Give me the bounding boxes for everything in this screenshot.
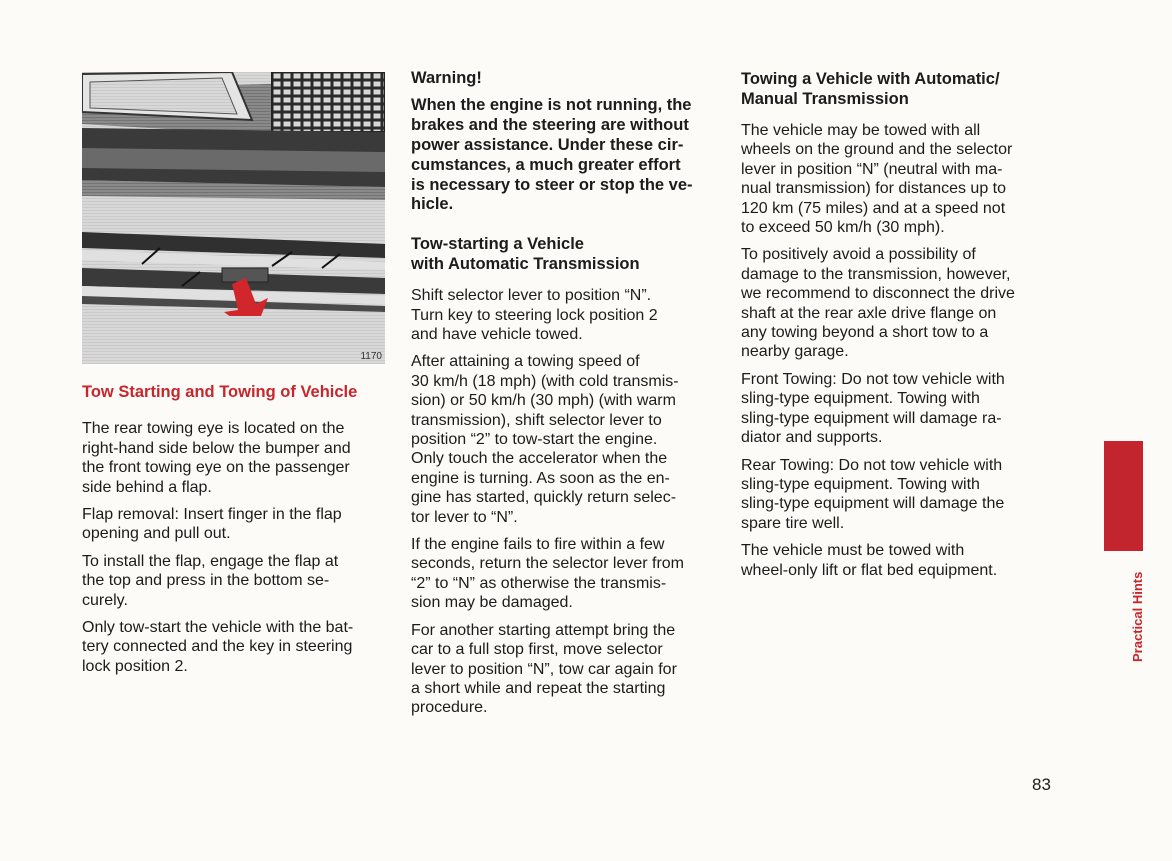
section-heading-towing-vehicle: Towing a Vehicle with Automatic/ Manual Transmission	[741, 70, 1000, 108]
column-middle	[411, 69, 723, 726]
paragraph: If the engine fails to fire within a few seconds, return the selector lever from “2” to “N” as otherwise the transmis- sion may be damaged.	[411, 536, 685, 612]
section-tab-marker	[1104, 441, 1143, 551]
section-tab-label: Practical Hints	[1130, 571, 1145, 662]
column-left	[82, 383, 392, 684]
section-heading-tow-starting: Tow Starting and Towing of Vehicle	[82, 383, 358, 401]
paragraph: Flap removal: Insert finger in the flap opening and pull out.	[82, 506, 342, 543]
page-number: 83	[1032, 775, 1051, 794]
section-heading-tow-starting-automatic: Tow-starting a Vehicle with Automatic Transmission	[411, 235, 640, 274]
paragraph: The rear towing eye is located on the right-hand side below the bumper and the front towing eye on the passenger side behind a flap.	[82, 420, 351, 496]
paragraph: The vehicle must be towed with wheel-only lift or flat bed equipment.	[741, 542, 998, 579]
figure-number: 1170	[360, 351, 382, 362]
paragraph: Rear Towing: Do not tow vehicle with sling-type equipment. Towing with sling-type equipment will damage the spare tire well.	[741, 456, 1005, 532]
warning-title: Warning!	[411, 69, 482, 87]
column-right	[741, 69, 1051, 588]
paragraph: To positively avoid a possibility of damage to the transmission, however, we recommend to disconnect the drive shaft at the rear axle drive flange on any towing beyond a short tow to a nearby garage.	[741, 246, 1015, 361]
warning-text: When the engine is not running, the brakes and the steering are without power assistance. Under these cir- cumstances, a much greater effort is necessary to steer or stop the ve- hicle.	[411, 96, 693, 214]
paragraph: To install the flap, engage the flap at the top and press in the bottom se- curely.	[82, 552, 339, 609]
paragraph: Only tow-start the vehicle with the bat- tery connected and the key in steering lock position 2.	[82, 619, 354, 675]
paragraph: The vehicle may be towed with all wheels on the ground and the selector lever in position “N” (neutral with ma- nual transmission) for distances up to 120 km (75 miles) and at a speed not to exceed 50 km/h (30 mph).	[741, 122, 1013, 237]
paragraph: After attaining a towing speed of 30 km/h (18 mph) (with cold transmis- sion) or 50 km/h (30 mph) (with warm transmission), shift selector lever to position “2” to tow-start the engine. Only touch the accelerator when the engine is turning. As soon as the en- gine has started, quickly return selec- tor lever to “N”.	[411, 353, 679, 526]
paragraph: Shift selector lever to position “N”. Turn key to steering lock position 2 and have vehicle towed.	[411, 287, 658, 343]
paragraph: Front Towing: Do not tow vehicle with sling-type equipment. Towing with sling-type equipment will damage ra- diator and supports.	[741, 370, 1005, 447]
paragraph: For another starting attempt bring the car to a full stop first, move selector lever to position “N”, tow car again for a short while and repeat the starting procedure.	[411, 621, 677, 717]
bumper-illustration	[82, 72, 385, 364]
